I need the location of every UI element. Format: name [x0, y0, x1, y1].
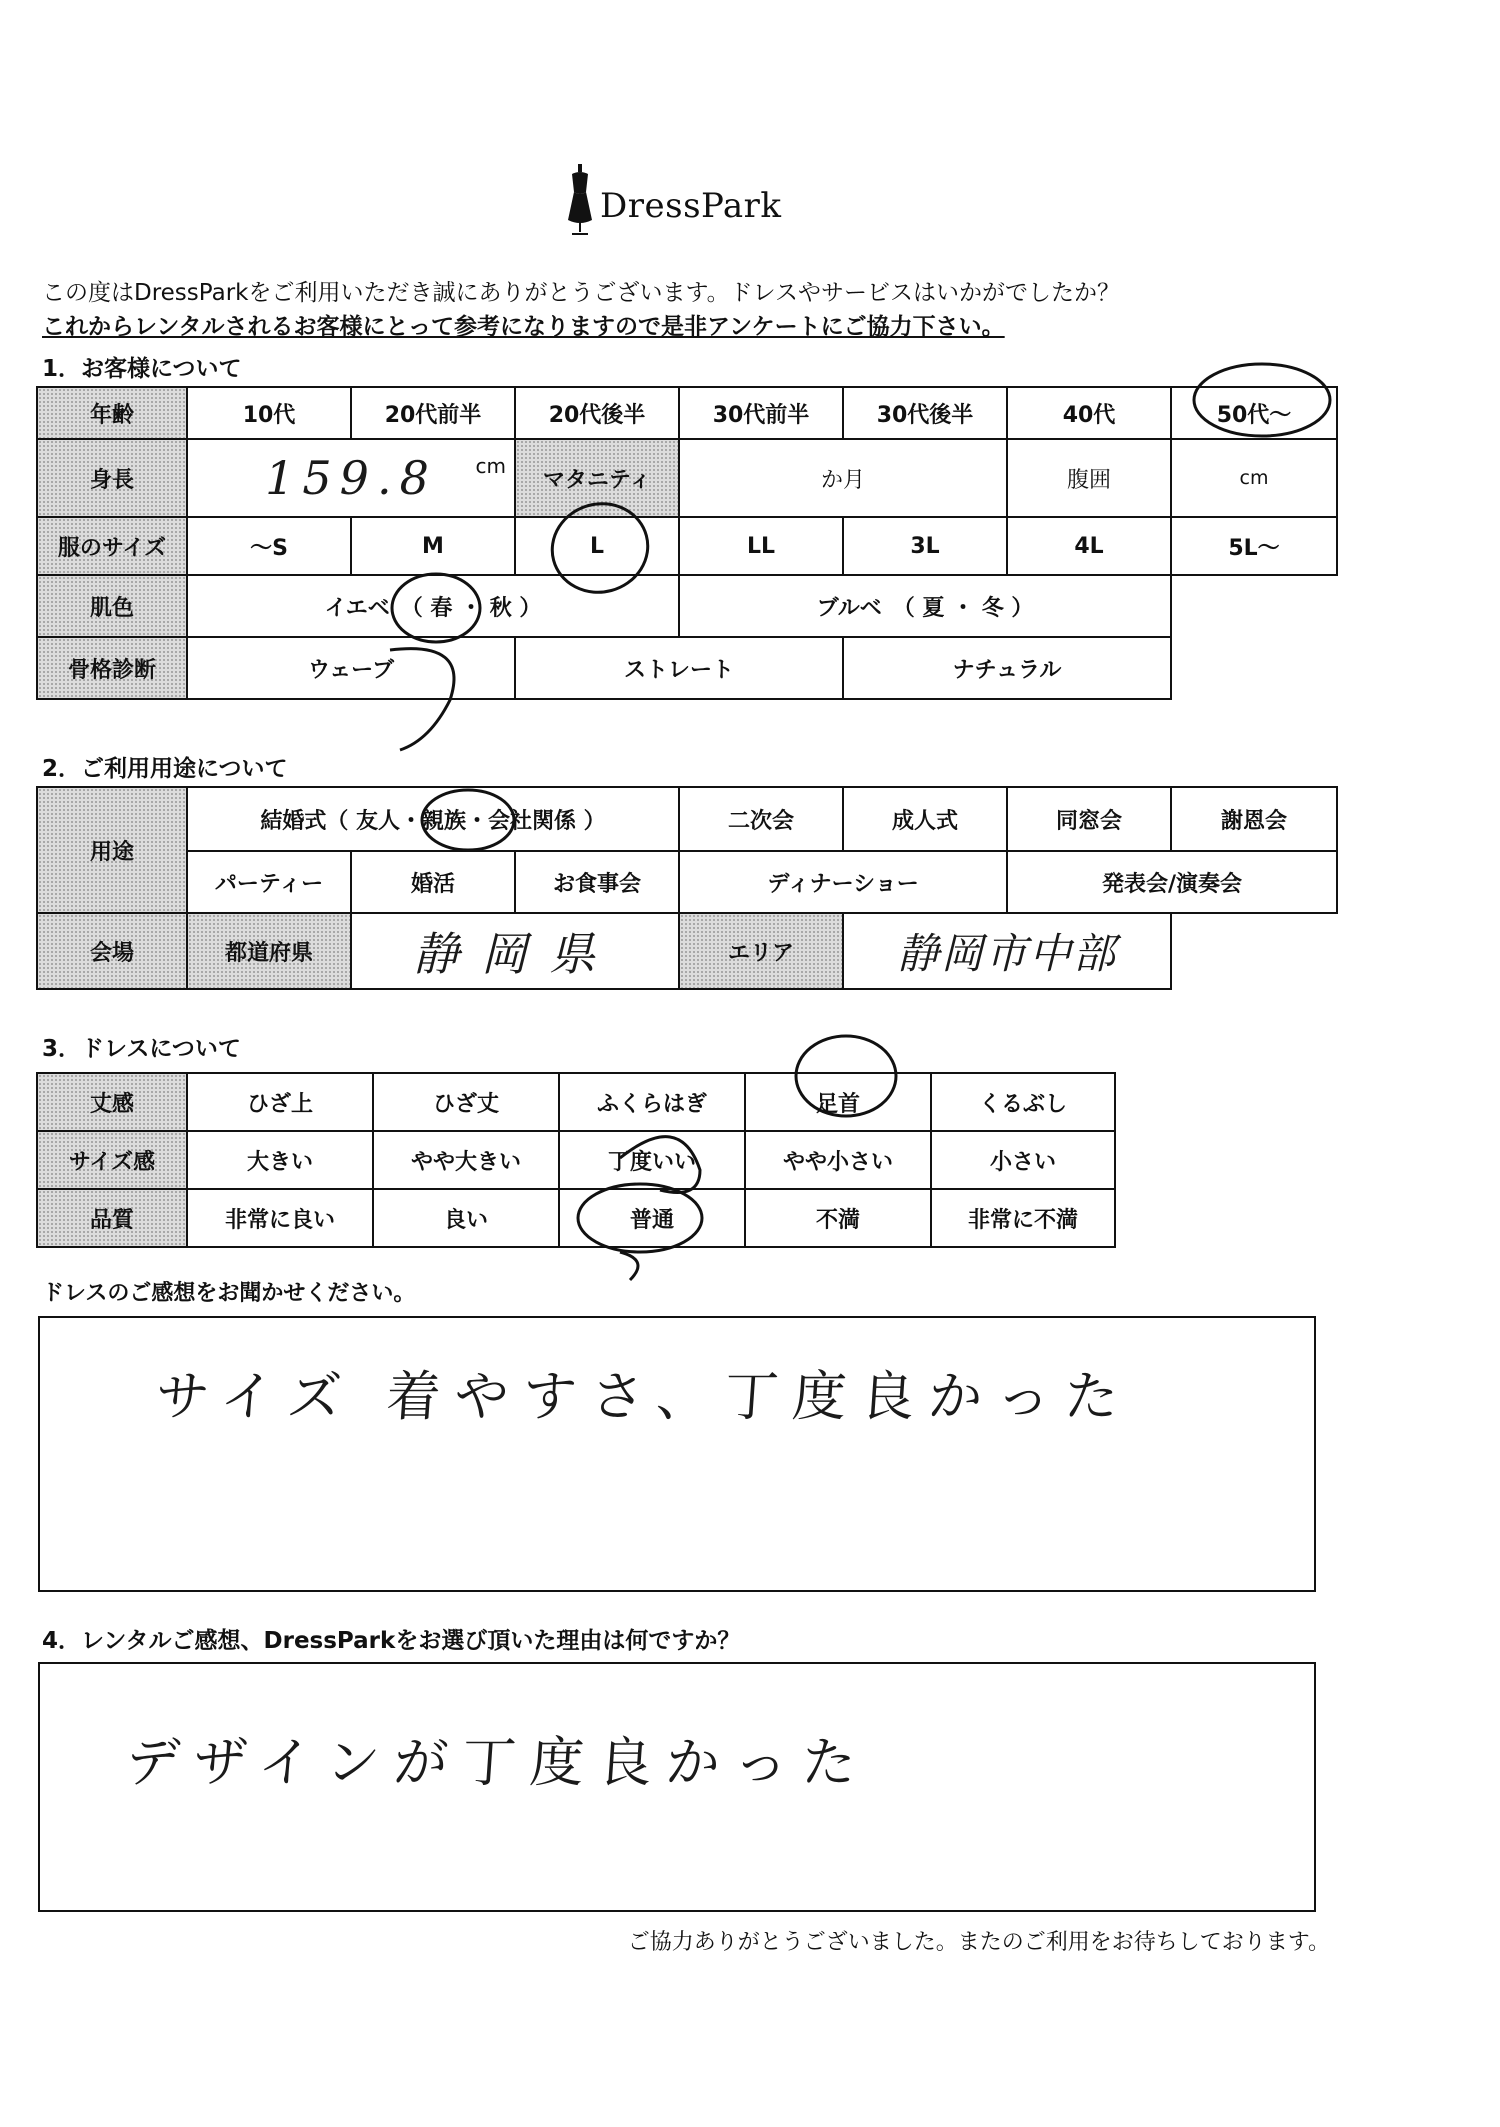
- venue-label: 会場: [37, 913, 187, 989]
- empty-cell: [1171, 637, 1337, 699]
- intro-text: この度はDressParkをご利用いただき誠にありがとうございます。ドレスやサービスはいかがでしたか？: [42, 280, 1120, 306]
- age-option[interactable]: 10代: [187, 387, 351, 439]
- waist-unit[interactable]: cm: [1171, 439, 1337, 517]
- empty-cell: [1171, 913, 1337, 989]
- section4-title: 4．レンタルご感想、DressParkをお選び頂いた理由は何ですか？: [42, 1628, 741, 1654]
- size-label: 服のサイズ: [37, 517, 187, 575]
- empty-cell: [1171, 575, 1337, 637]
- length-option[interactable]: ひざ丈: [373, 1073, 559, 1131]
- maternity-months[interactable]: か月: [679, 439, 1007, 517]
- prefecture-field[interactable]: [351, 913, 679, 989]
- age-option[interactable]: 40代: [1007, 387, 1171, 439]
- yellow-base-option[interactable]: イエベ （ 春 ・ 秋 ）: [187, 575, 679, 637]
- quality-option-selected[interactable]: 普通: [559, 1189, 745, 1247]
- quality-option[interactable]: 非常に良い: [187, 1189, 373, 1247]
- length-option[interactable]: くるぶし: [931, 1073, 1115, 1131]
- dress-table: [36, 1072, 1116, 1248]
- quality-option[interactable]: 非常に不満: [931, 1189, 1115, 1247]
- usage-option[interactable]: 婚活: [351, 851, 515, 913]
- length-row: [37, 1073, 1115, 1131]
- age-option[interactable]: 30代前半: [679, 387, 843, 439]
- venue-row: [37, 913, 1337, 989]
- usage-option[interactable]: 成人式: [843, 787, 1007, 851]
- area-value: 静岡市中部: [897, 929, 1118, 978]
- skeleton-option[interactable]: ストレート: [515, 637, 843, 699]
- height-label: 身長: [37, 439, 187, 517]
- usage-option[interactable]: パーティー: [187, 851, 351, 913]
- size-option[interactable]: 3L: [843, 517, 1007, 575]
- usage-option[interactable]: 謝恩会: [1171, 787, 1337, 851]
- length-option-selected[interactable]: 足首: [745, 1073, 931, 1131]
- height-value: 159.8: [265, 451, 437, 505]
- fit-row: [37, 1131, 1115, 1189]
- dress-comment-prompt: ドレスのご感想をお聞かせください。: [42, 1281, 416, 1306]
- wedding-option[interactable]: 結婚式（ 友人・親族・会社関係 ）: [187, 787, 679, 851]
- section3-title: 3．ドレスについて: [42, 1036, 241, 1062]
- length-option[interactable]: ふくらはぎ: [559, 1073, 745, 1131]
- usage-option[interactable]: お食事会: [515, 851, 679, 913]
- usage-option[interactable]: 発表会/演奏会: [1007, 851, 1337, 913]
- usage-row-2: [37, 851, 1337, 913]
- usage-label: 用途: [37, 787, 187, 913]
- usage-option[interactable]: ディナーショー: [679, 851, 1007, 913]
- size-option[interactable]: M: [351, 517, 515, 575]
- fit-option-selected[interactable]: 丁度いい: [559, 1131, 745, 1189]
- size-option-selected[interactable]: L: [515, 517, 679, 575]
- fit-option[interactable]: 小さい: [931, 1131, 1115, 1189]
- age-option-selected[interactable]: 50代～: [1171, 387, 1337, 439]
- fit-option[interactable]: やや大きい: [373, 1131, 559, 1189]
- fit-label: サイズ感: [37, 1131, 187, 1189]
- waist-label: 腹囲: [1007, 439, 1171, 517]
- prefecture-value: 静岡県: [413, 927, 618, 981]
- skeleton-option-selected[interactable]: ウェーブ: [187, 637, 515, 699]
- skeleton-label: 骨格診断: [37, 637, 187, 699]
- thanks-message: ご協力ありがとうございました。またのご利用をお待ちしております。: [627, 1930, 1330, 1955]
- prefecture-label: 都道府県: [187, 913, 351, 989]
- skin-label: 肌色: [37, 575, 187, 637]
- rental-comment-text: デザインが丁度良かった: [123, 1731, 873, 1794]
- brand-logo: [560, 160, 800, 240]
- section1-title: 1．お客様について: [42, 356, 242, 382]
- section2-title: 2．ご利用用途について: [42, 756, 288, 782]
- size-option[interactable]: 5L～: [1171, 517, 1337, 575]
- blue-base-option[interactable]: ブルベ （ 夏 ・ 冬 ）: [679, 575, 1171, 637]
- fit-option[interactable]: 大きい: [187, 1131, 373, 1189]
- skin-row: [37, 575, 1337, 637]
- dress-comment-box[interactable]: [38, 1316, 1316, 1592]
- age-option[interactable]: 20代前半: [351, 387, 515, 439]
- usage-option[interactable]: 二次会: [679, 787, 843, 851]
- size-option[interactable]: ～S: [187, 517, 351, 575]
- age-option[interactable]: 30代後半: [843, 387, 1007, 439]
- dress-comment-text: サイズ 着やすさ、丁度良かった: [153, 1365, 1135, 1428]
- dress-form-icon: [560, 160, 600, 240]
- area-field[interactable]: [843, 913, 1171, 989]
- intro-request: これからレンタルされるお客様にとって参考になりますので是非アンケートにご協力下さい。: [42, 314, 1005, 340]
- usage-table: [36, 786, 1338, 990]
- area-label: エリア: [679, 913, 843, 989]
- quality-option[interactable]: 良い: [373, 1189, 559, 1247]
- quality-label: 品質: [37, 1189, 187, 1247]
- usage-option[interactable]: 同窓会: [1007, 787, 1171, 851]
- circle-mark: [620, 1252, 638, 1280]
- skeleton-option[interactable]: ナチュラル: [843, 637, 1171, 699]
- size-row: [37, 517, 1337, 575]
- age-label: 年齢: [37, 387, 187, 439]
- age-row: [37, 387, 1337, 439]
- length-option[interactable]: ひざ上: [187, 1073, 373, 1131]
- rental-comment-box[interactable]: [38, 1662, 1316, 1912]
- size-option[interactable]: LL: [679, 517, 843, 575]
- skeleton-row: [37, 637, 1337, 699]
- size-option[interactable]: 4L: [1007, 517, 1171, 575]
- length-label: 丈感: [37, 1073, 187, 1131]
- age-option[interactable]: 20代後半: [515, 387, 679, 439]
- usage-row-1: [37, 787, 1337, 851]
- brand-name: DressPark: [600, 186, 782, 226]
- quality-option[interactable]: 不満: [745, 1189, 931, 1247]
- height-row: [37, 439, 1337, 517]
- height-field[interactable]: [187, 439, 515, 517]
- quality-row: [37, 1189, 1115, 1247]
- height-unit: cm: [475, 454, 506, 478]
- fit-option[interactable]: やや小さい: [745, 1131, 931, 1189]
- customer-table: [36, 386, 1338, 700]
- maternity-label: マタニティ: [515, 439, 679, 517]
